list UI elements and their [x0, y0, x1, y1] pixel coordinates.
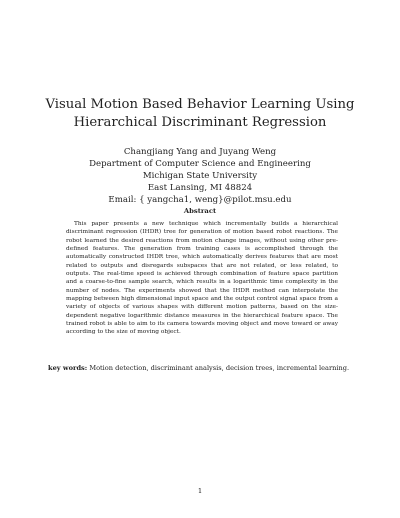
email: Email: { yangcha1, weng}@pilot.msu.edu — [108, 195, 292, 205]
university: Michigan State University — [142, 171, 258, 181]
department: Department of Computer Science and Engineering — [89, 159, 311, 169]
abstract-heading: Abstract — [183, 207, 217, 215]
author-names: Changjiang Yang and Juyang Weng — [123, 147, 277, 157]
address: East Lansing, MI 48824 — [147, 183, 253, 193]
title-line-1: Visual Motion Based Behavior Learning Using — [45, 97, 355, 112]
keywords-text: Motion detection, discriminant analysis, decision trees, incremental learning. — [89, 364, 350, 372]
keywords-label: key words: — [48, 364, 88, 372]
author-block — [40, 146, 360, 206]
abstract-text: This paper presents a new technique which incrementally builds a hierarchical discriminant regression (IHDR) tree for generation of motion based robot reactions. The robot learned the desired reactions from motion change images, without using other pre-defined features. The generation from training cases is accomplished through the automatically constructed IHDR tree, which automatically derives features that are most related to outputs and disregards subspaces that are not related, or less related, to outputs. The real-time speed is achieved through combination of feature space partition and a coarse-to-fine sample search, which results in a logarithmic time complexity in the number of nodes. The experiments showed that the IHDR method can interpolate the mapping between high dimensional input space and the output control signal space from a variety of objects of various shapes with different motion patterns, based on the size-dependent negative logarithmic distance measures in the hierarchical feature space. The trained robot is able to aim to its camera towards moving object and move toward or away according to the size of moving object. — [66, 221, 338, 336]
paper-title — [40, 96, 360, 132]
page-number: 1 — [197, 487, 203, 495]
title-line-2: Hierarchical Discriminant Regression — [73, 115, 327, 130]
keywords — [48, 364, 358, 373]
